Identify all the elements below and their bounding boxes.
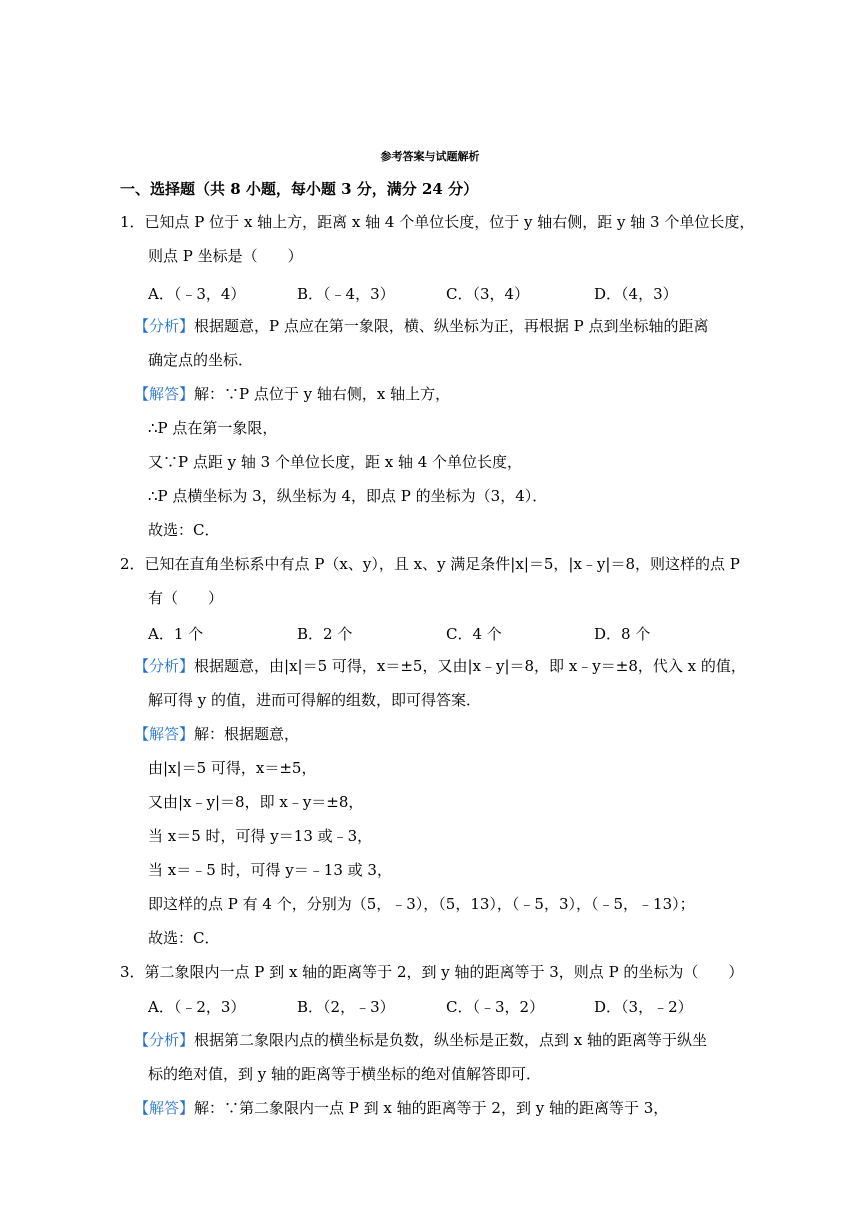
q3-answer-line1: 【解答】解：∵第二象限内一点 P 到 x 轴的距离等于 2，到 y 轴的距离等于 3， xyxy=(134,1099,669,1117)
q1-option-b: B．（﹣4，3） xyxy=(297,285,395,303)
q2-option-b: B．2 个 xyxy=(297,625,353,643)
q3-option-a: A．（﹣2，3） xyxy=(148,998,246,1016)
q1-analysis-line2: 确定点的坐标． xyxy=(148,351,254,369)
answer-tag: 【解答】 xyxy=(134,725,195,743)
q2-answer-line1: 【解答】解：根据题意， xyxy=(134,725,300,743)
q1-stem-line2: 则点 P 坐标是（ ） xyxy=(148,247,303,265)
q1-analysis-line1: 【分析】根据题意，P 点应在第一象限，横、纵坐标为正，再根据 P 点到坐标轴的距离 xyxy=(134,317,709,335)
q2-answer-line6: 即这样的点 P 有 4 个，分别为（5，﹣3），（5，13），（﹣5，3），（﹣5，﹣13）； xyxy=(148,895,695,913)
q1-answer-line3: 又∵P 点距 y 轴 3 个单位长度，距 x 轴 4 个单位长度， xyxy=(148,453,523,471)
q3-option-b: B．（2，﹣3） xyxy=(297,998,395,1016)
q2-analysis-line2: 解可得 y 的值，进而可得解的组数，即可得答案． xyxy=(148,691,482,709)
q1-answer-line2: ∴P 点在第一象限， xyxy=(148,419,278,437)
q2-answer-line4: 当 x＝5 时，可得 y＝13 或﹣3， xyxy=(148,827,373,845)
q3-option-c: C．（﹣3，2） xyxy=(446,998,545,1016)
q3-analysis-line1: 【分析】根据第二象限内点的横坐标是负数，纵坐标是正数，点到 x 轴的距离等于纵坐 xyxy=(134,1031,708,1049)
q2-analysis-line1: 【分析】根据题意，由|x|＝5 可得，x＝±5，又由|x﹣y|＝8，即 x﹣y＝±8，代入 x 的值， xyxy=(134,657,746,675)
q1-answer-line4: ∴P 点横坐标为 3，纵坐标为 4，即点 P 的坐标为（3，4）． xyxy=(148,487,548,505)
q3-option-d: D．（3，﹣2） xyxy=(594,998,693,1016)
section-heading: 一、选择题（共 8 小题，每小题 3 分，满分 24 分） xyxy=(120,180,479,198)
q2-answer-line7: 故选：C． xyxy=(148,929,220,947)
q2-answer-line5: 当 x＝﹣5 时，可得 y＝﹣13 或 3， xyxy=(148,861,392,879)
q2-stem-line1: 2．已知在直角坐标系中有点 P（x、y），且 x、y 满足条件|x|＝5，|x﹣y|＝8，则这样的点 P xyxy=(120,555,740,573)
page-title: 参考答案与试题解析 xyxy=(380,150,480,163)
q2-option-a: A．1 个 xyxy=(148,625,204,643)
answer-tag: 【解答】 xyxy=(134,385,195,403)
q1-stem-line1: 1．已知点 P 位于 x 轴上方，距离 x 轴 4 个单位长度，位于 y 轴右侧，距 y 轴 3 个单位长度， xyxy=(120,213,755,231)
q1-option-c: C．（3，4） xyxy=(446,285,530,303)
analysis-tag: 【分析】 xyxy=(134,1031,195,1049)
q2-answer-line2: 由|x|＝5 可得，x＝±5， xyxy=(148,759,317,777)
q2-answer-line3: 又由|x﹣y|＝8，即 x﹣y＝±8， xyxy=(148,793,364,811)
q1-option-d: D．（4，3） xyxy=(594,285,678,303)
q2-option-c: C．4 个 xyxy=(446,625,502,643)
q1-option-a: A．（﹣3，4） xyxy=(148,285,246,303)
q3-stem-line1: 3．第二象限内一点 P 到 x 轴的距离等于 2，到 y 轴的距离等于 3，则点 P 的坐标为（ ） xyxy=(120,963,744,981)
analysis-tag: 【分析】 xyxy=(134,657,195,675)
q1-answer-line5: 故选：C． xyxy=(148,521,220,539)
answer-tag: 【解答】 xyxy=(134,1099,195,1117)
q3-analysis-line2: 标的绝对值，到 y 轴的距离等于横坐标的绝对值解答即可． xyxy=(148,1065,542,1083)
analysis-tag: 【分析】 xyxy=(134,317,195,335)
q2-option-d: D．8 个 xyxy=(594,625,651,643)
q1-answer-line1: 【解答】解：∵P 点位于 y 轴右侧，x 轴上方， xyxy=(134,385,451,403)
q2-stem-line2: 有（ ） xyxy=(148,589,224,607)
